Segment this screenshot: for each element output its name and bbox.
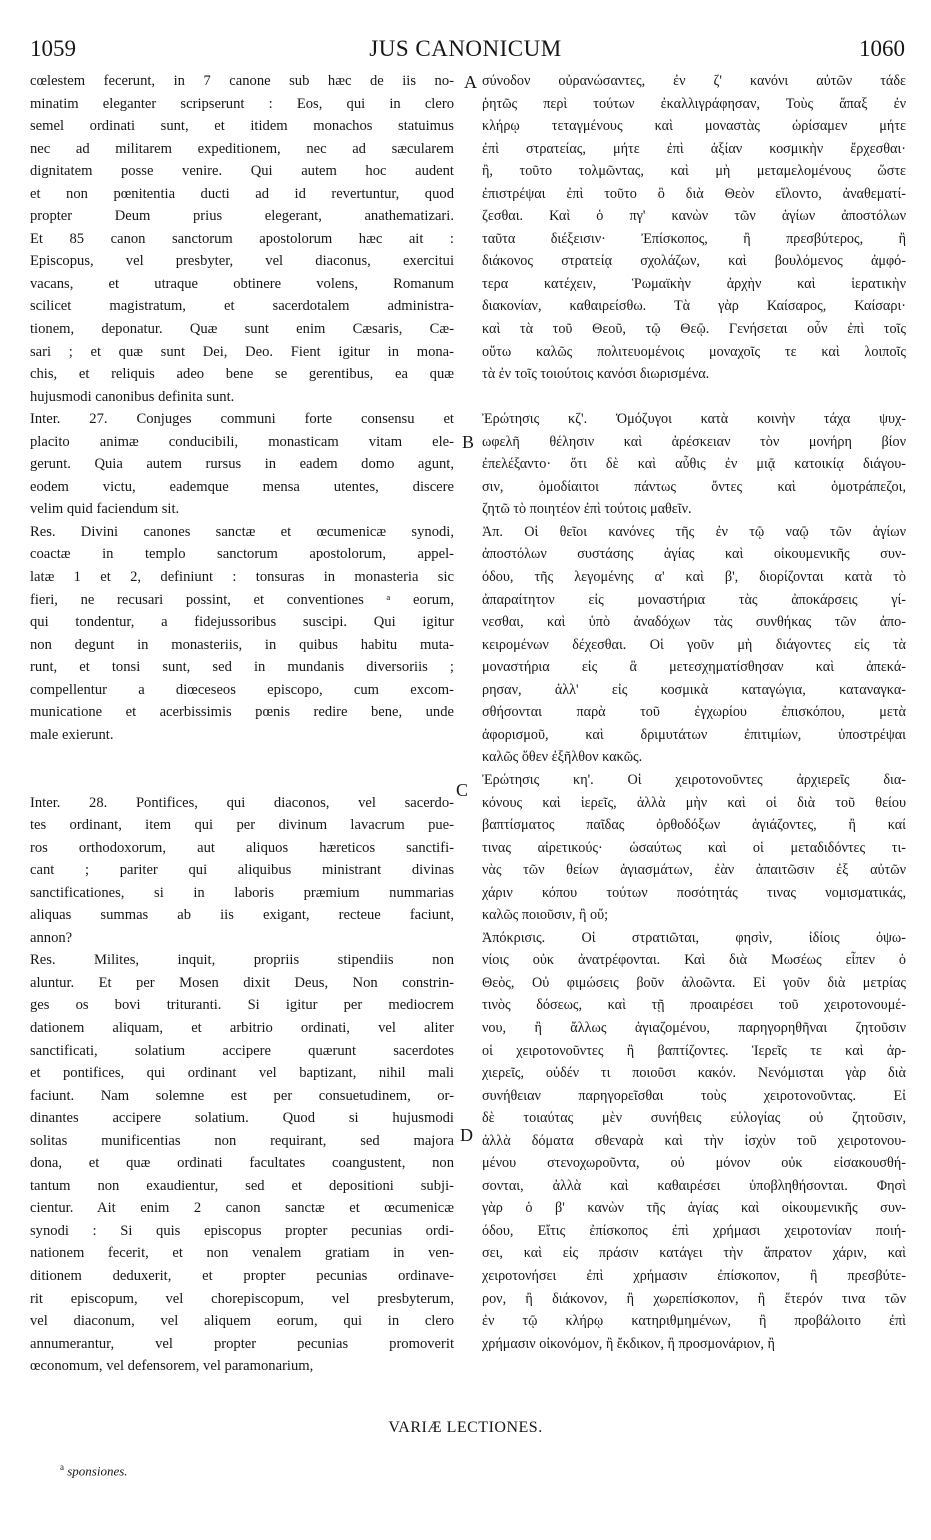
text-line: Θεὸς, Οὐ φιμώσεις βοῦν ἀλοῶντα. Εἰ γοῦν διὰ μετρίας <box>482 974 906 991</box>
text-line: ἐν τῷ κλήρῳ κατηριθμημένων, ἢ προβάλοιτο ἐπὶ <box>482 1313 906 1330</box>
text-line: όδου, τῆς λεγομένης α' καὶ β', διορίζονται κατὰ τὸ <box>482 569 906 586</box>
text-line: Ἐρώτησις κζ'. Ὁμόζυγοι κατὰ κοινὴν τάχα ψυχ- <box>482 411 906 428</box>
text-line: municatione et acerbissimis pœnis redire bene, unde <box>30 704 454 721</box>
text-line: scilicet magistratum, et sacerdotalem administra- <box>30 298 454 315</box>
text-line: semel ordinati sunt, et itidem monachos statuimus <box>30 118 454 135</box>
text-line: κλήρῳ τεταγμένους καὶ μοναστὰς ὡρίσαμεν μήτε <box>482 118 906 135</box>
text-line: οὕτω καλῶς πολιτευομένοις μοναχοῖς τε καὶ λοιποῖς <box>482 343 906 360</box>
text-line: τὰ ἐν τοῖς τοιούτοις κανόσι διωρισμένα. <box>482 366 710 383</box>
text-line: νὰς τῶν θείων ἁγιασμάτων, ἐὰν ἀπαιτῶσιν ἐξ αὐτῶν <box>482 862 906 879</box>
left-page-number: 1059 <box>30 36 76 61</box>
right-page-number: 1060 <box>859 36 905 61</box>
text-line: nationem fecerit, et non venalem gratiam in ven- <box>30 1245 454 1262</box>
text-line: ἀπαραίτητον εἰς μοναστήρια τὰς ἀποκάρσεις γί- <box>482 591 906 608</box>
variae-lectiones-heading: VARIÆ LECTIONES. <box>388 1419 543 1436</box>
margin-marker-b: B <box>462 432 475 452</box>
text-line: vel diaconum, vel aliquem eorum, qui in clero <box>30 1313 454 1330</box>
text-line: propter Deum prius elegerant, anathematizari. <box>30 208 454 225</box>
text-line: cœlestem fecerunt, in 7 canone sub hæc de iis no- <box>30 73 454 89</box>
text-line: τινας αἱρετικούς· ὡσαύτως καὶ οἱ μεταδιδόντες τι- <box>482 839 906 856</box>
text-line: hujusmodi canonibus definita sunt. <box>30 388 235 405</box>
text-line <box>482 386 906 409</box>
text-line: aliquas summas ab iis exigant, recteue faciunt, <box>30 907 454 924</box>
margin-marker-c: C <box>456 780 469 800</box>
text-line: ἀποστόλων συστάσης ἁγίας καὶ οἰκουμενικῆς συν- <box>482 546 906 563</box>
text-line: Ἐρώτησις κη'. Οἱ χειροτονοῦντες ἀρχιερεῖς δια- <box>482 771 906 788</box>
text-line: διακονίαν, καθαιρείσθω. Τὰ γὰρ Καίσαρος, Καίσαρι· <box>482 298 906 315</box>
text-line: σιν, ὁμοδίαιτοι πάντως ὄντες καὶ ὁμοτράπεζοι, <box>482 478 906 495</box>
text-line: οἱ χειροτονοῦντες ἢ βαπτίζοντες. Ἱερεῖς τε καὶ ἀρ- <box>482 1042 906 1059</box>
text-line: rit episcopum, vel chorepiscopum, vel presbyterum, <box>30 1290 454 1307</box>
running-title: JUS CANONICUM <box>369 36 562 61</box>
text-line: velim quid faciendum sit. <box>30 501 180 518</box>
text-line: et non pœnitentia ducti ad id revertuntur, quod <box>30 185 454 202</box>
text-line: ἐπελέξαντο· ὅτι δὲ καὶ αὖθις ἐν μιᾷ κατοικίᾳ διάγου- <box>482 456 906 473</box>
text-line: σθήσονται παρὰ τοῦ ἐγχωρίου ἐπισκόπου, μετὰ <box>482 704 906 721</box>
text-line: ἐπὶ στρατείας, μήτε ἐπὶ ἀξίαν κοσμικὴν ἔρχεσθαι· <box>482 140 906 157</box>
text-line: Ἀπ. Οἱ θεῖοι κανόνες τῆς ἐν τῷ ναῷ τῶν ἁγίων <box>482 523 906 540</box>
text-line: dona, et quæ ordinati facultates coangustent, non <box>30 1155 454 1172</box>
text-line: tantum non exaudientur, sed et depositioni subji- <box>30 1177 454 1194</box>
text-line: νίοις οὐκ ἀνατρέφονται. Καὶ διὰ Μωσέως εἶπεν ὁ <box>482 952 906 969</box>
footnote-text: sponsiones. <box>67 1463 128 1479</box>
text-line: synodi : Si quis episcopus propter pecunias ordi- <box>30 1222 454 1239</box>
text-line: βαπτίσματος παῖδας ὀρθοδόξων ἁγιάζοντες, ἢ καί <box>482 817 906 834</box>
text-line: aluntur. Et per Mosen dixit Deus, Non constrin- <box>30 974 454 991</box>
text-line: sari ; et quæ sunt Dei, Deo. Fient igitur in mona- <box>30 343 454 360</box>
text-line: faciunt. Nam solemne est per consuetudinem, or- <box>30 1087 454 1104</box>
text-line <box>30 769 454 792</box>
text-line: σύνοδον οὐρανώσαντες, ἐν ζ' κανόνι αὐτῶν τάδε <box>482 73 906 89</box>
text-line: fieri, ne recusari possint, et conventiones ᵃ eorum, <box>30 591 454 608</box>
text-line: solitas munificentias non requirant, sed majora <box>30 1132 454 1149</box>
text-line: κειρομένων δέχεσθαι. Οἱ γοῦν μὴ διάγοντες εἰς τὰ <box>482 636 906 653</box>
text-line: ros orthodoxorum, aut aliquos hæreticos sanctifi- <box>30 839 454 856</box>
text-line: latæ 1 et 2, definiunt : tonsuras in monasteria sic <box>30 569 454 586</box>
text-line: ges os bovi trituranti. Si igitur per mediocrem <box>30 997 454 1014</box>
footnote-mark: a <box>60 1462 64 1472</box>
text-line: τινὸς δόσεως, καὶ τῇ προαιρέσει τοῦ χειροτονουμέ- <box>482 997 906 1014</box>
text-line: dinantes accipere solatium. Quod si hujusmodi <box>30 1110 454 1127</box>
text-line: ρον, ἢ διάκονον, ἢ χωρεπίσκοπον, ἢ ἕτερόν τινα τῶν <box>482 1290 906 1307</box>
text-line: Ἀπόκρισις. Οἱ στρατιῶται, φησὶν, ἰδίοις ὀψω- <box>482 929 906 946</box>
text-line: male exierunt. <box>30 726 114 743</box>
text-line: νου, ἢ ἄλλως ἁγιαζομένου, παρηγορηθῆναι ζητοῦσιν <box>482 1019 906 1036</box>
text-line: et pontifices, qui ordinant vel baptizant, nihil mali <box>30 1065 454 1082</box>
page-header <box>0 34 931 68</box>
text-line: ἐπιστρέψαι ἐπὶ τοῦτο ὃ διὰ Θεὸν εἵλοντο, ἀναθεματί- <box>482 185 906 202</box>
text-line: chis, et reliquis adeo bene se gerentibus, ea quæ <box>30 366 454 383</box>
text-line: νεσθαι, καὶ ὑπὸ ἀναδόχων τὰς συνθήκας τῶν ἀπο- <box>482 614 906 631</box>
text-line: nec ad militarem expeditionem, nec ad sæcularem <box>30 140 454 157</box>
text-line: ῥητῶς περὶ τούτων ἐκαλλιγράφησαν, Τοὺς ἅπαξ ἐν <box>482 95 906 112</box>
text-line: Res. Milites, inquit, propriis stipendiis non <box>30 952 454 969</box>
text-line: Inter. 28. Pontifices, qui diaconos, vel sacerdo- <box>30 794 454 811</box>
text-line: eodem victu, eademque mensa utentes, discere <box>30 478 454 495</box>
text-line: ζητῶ τὸ ποιητέον ἐπὶ τούτοις μαθεῖν. <box>482 501 692 518</box>
text-line: vacans, et utraque obtinere volens, Romanum <box>30 275 454 292</box>
text-line: Inter. 27. Conjuges communi forte consensu et <box>30 411 454 428</box>
text-line: sanctificati, solatium accipere quærunt sacerdotes <box>30 1042 454 1059</box>
text-line: χιερεῖς, οὐδέν τι ποιοῦσι κακόν. Νενόμισται γὰρ διὰ <box>482 1065 906 1082</box>
text-line: dignitatem posse venire. Qui autem hoc audent <box>30 163 454 180</box>
text-line: tes ordinant, item qui per divinum lavacrum pue- <box>30 817 454 834</box>
text-line: compellentur a diœceseos episcopo, cum excom- <box>30 681 454 698</box>
margin-marker-a: A <box>464 72 477 92</box>
text-line: μένου στενοχωροῦντα, οὐ μόνον οὐκ εἰσακουσθή- <box>482 1155 906 1172</box>
text-line: minatim eleganter scripserunt : Eos, qui in clero <box>30 95 454 112</box>
text-line: χειροτονήσει ἐπὶ χρήμασιν ἐπίσκοπον, ἢ πρεσβύτε- <box>482 1267 906 1284</box>
greek-column <box>482 70 906 1355</box>
text-line <box>30 746 454 769</box>
text-line: œconomum, vel defensorem, vel paramonarium, <box>30 1358 314 1375</box>
text-line: ἢ, τοῦτο τολμῶντας, καὶ μὴ μεταμελομένους ὥστε <box>482 163 906 180</box>
margin-marker-d: D <box>460 1125 473 1145</box>
text-line: ζεσθαι. Καὶ ὁ πγ' κανὼν τῶν ἁγίων ἀποστόλων <box>482 208 906 225</box>
text-line: δὲ τοιαύτας μὲν συνήθεις εὐλογίας οὐ ζητοῦσιν, <box>482 1110 906 1127</box>
text-line: annumerantur, vel propter pecunias promoverit <box>30 1335 454 1352</box>
text-line: qui tondentur, a fidejussoribus suscipi. Qui igitur <box>30 614 454 631</box>
text-line: μοναστήρια εἰς ἃ μετεσχηματίσθησαν καὶ ἀπεκά- <box>482 659 906 676</box>
text-line: tionem, deponatur. Quæ sunt enim Cæsaris, Cæ- <box>30 321 454 338</box>
text-line: ρησαν, ἀλλ' εἰς κοσμικὰ καταγώγια, καταναγκα- <box>482 681 906 698</box>
text-line: χρήμασιν οἰκονόμον, ἢ ἔκδικον, ἢ προσμονάριον, ἢ <box>482 1335 775 1352</box>
text-line: sanctificationes, si in laboris præmium nummarias <box>30 884 454 901</box>
text-line: σει, καὶ εἰς πράσιν κατάγει τὴν ἄπρατον χάριν, καὶ <box>482 1245 906 1262</box>
text-line: χάριν κόπου τούτων ποσότητάς τινας νομισματικάς, <box>482 884 906 901</box>
text-line: ditionem deduxerit, et propter pecunias ordinave- <box>30 1267 454 1284</box>
text-line: dationem aliquam, et arbitrio ordinati, vel aliter <box>30 1019 454 1036</box>
text-line: placito animæ conducibili, monasticam vitam ele- <box>30 433 454 450</box>
text-line: διάκονος στρατείᾳ σχολάζων, καὶ βουλόμενος ἀμφό- <box>482 253 906 270</box>
text-line: ἀλλὰ δόματα σθεναρὰ καὶ τὴν ἰσχὺν τοῦ χειροτονου- <box>482 1132 906 1149</box>
text-line: cientur. Ait enim 2 canon sanctæ et œcumenicæ <box>30 1200 454 1217</box>
text-line: σονται, ἀλλὰ καὶ καθαιρέσει ὑποβληθήσονται. Φησὶ <box>482 1177 906 1194</box>
text-line: non degunt in monasteriis, in quibus habitu muta- <box>30 636 454 653</box>
text-line: runt, et tonsi sunt, sed in mundanis diversoriis ; <box>30 659 454 676</box>
text-line: Et 85 canon sanctorum apostolorum hæc ait : <box>30 230 454 247</box>
latin-column <box>30 70 454 1378</box>
text-line: συνήθειαν παρηγορεῖσθαι τοὺς χειροτονοῦντας. Εἰ <box>482 1087 906 1104</box>
text-line: Res. Divini canones sanctæ et œcumenicæ synodi, <box>30 523 454 540</box>
text-line: ἀφορισμοῦ, καὶ δριμυτάτων ἐπιτιμίων, ὑποστρέψαι <box>482 726 906 743</box>
text-line: γὰρ ὁ β' κανὼν τῆς ἁγίας καὶ οἰκουμενικῆς συν- <box>482 1200 906 1217</box>
text-line: καὶ τὰ τοῦ Θεοῦ, τῷ Θεῷ. Γενήσεται οὖν ἐπὶ τοῖς <box>482 321 906 338</box>
text-line: τερα κατέχειν, Ῥωμαϊκὴν ἀρχὴν καὶ ἱερατικὴν <box>482 275 906 292</box>
text-line: cant ; pariter qui aliquibus ministrant divinas <box>30 862 454 879</box>
text-line: Episcopus, vel presbyter, vel diaconus, exercitui <box>30 253 454 270</box>
text-line: κόνους καὶ ἱερεῖς, ἀλλὰ μὴν καὶ οἱ διὰ τοῦ θείου <box>482 794 906 811</box>
text-line: ταῦτα διέξεισιν· Ἐπίσκοπος, ἢ πρεσβύτερος, ἢ <box>482 230 906 247</box>
text-line: gerunt. Quia autem rursus in eadem domo agunt, <box>30 456 454 473</box>
text-line: ωφελῆ θέλησιν καὶ ἀρέσκειαν τὸν μονήρη βίον <box>482 433 906 450</box>
text-line: καλῶς ποιοῦσιν, ἢ οὔ; <box>482 907 609 924</box>
text-line: όδου, Εἴτις ἐπίσκοπος ἐπὶ χρήμασι χειροτονίαν ποιή- <box>482 1222 906 1239</box>
text-line: coactæ in templo sanctorum apostolorum, appel- <box>30 546 454 563</box>
text-line: annon? <box>30 929 73 946</box>
text-line: καλῶς ὅθεν ἐξῆλθον κακῶς. <box>482 749 643 766</box>
footnote <box>60 1462 128 1479</box>
